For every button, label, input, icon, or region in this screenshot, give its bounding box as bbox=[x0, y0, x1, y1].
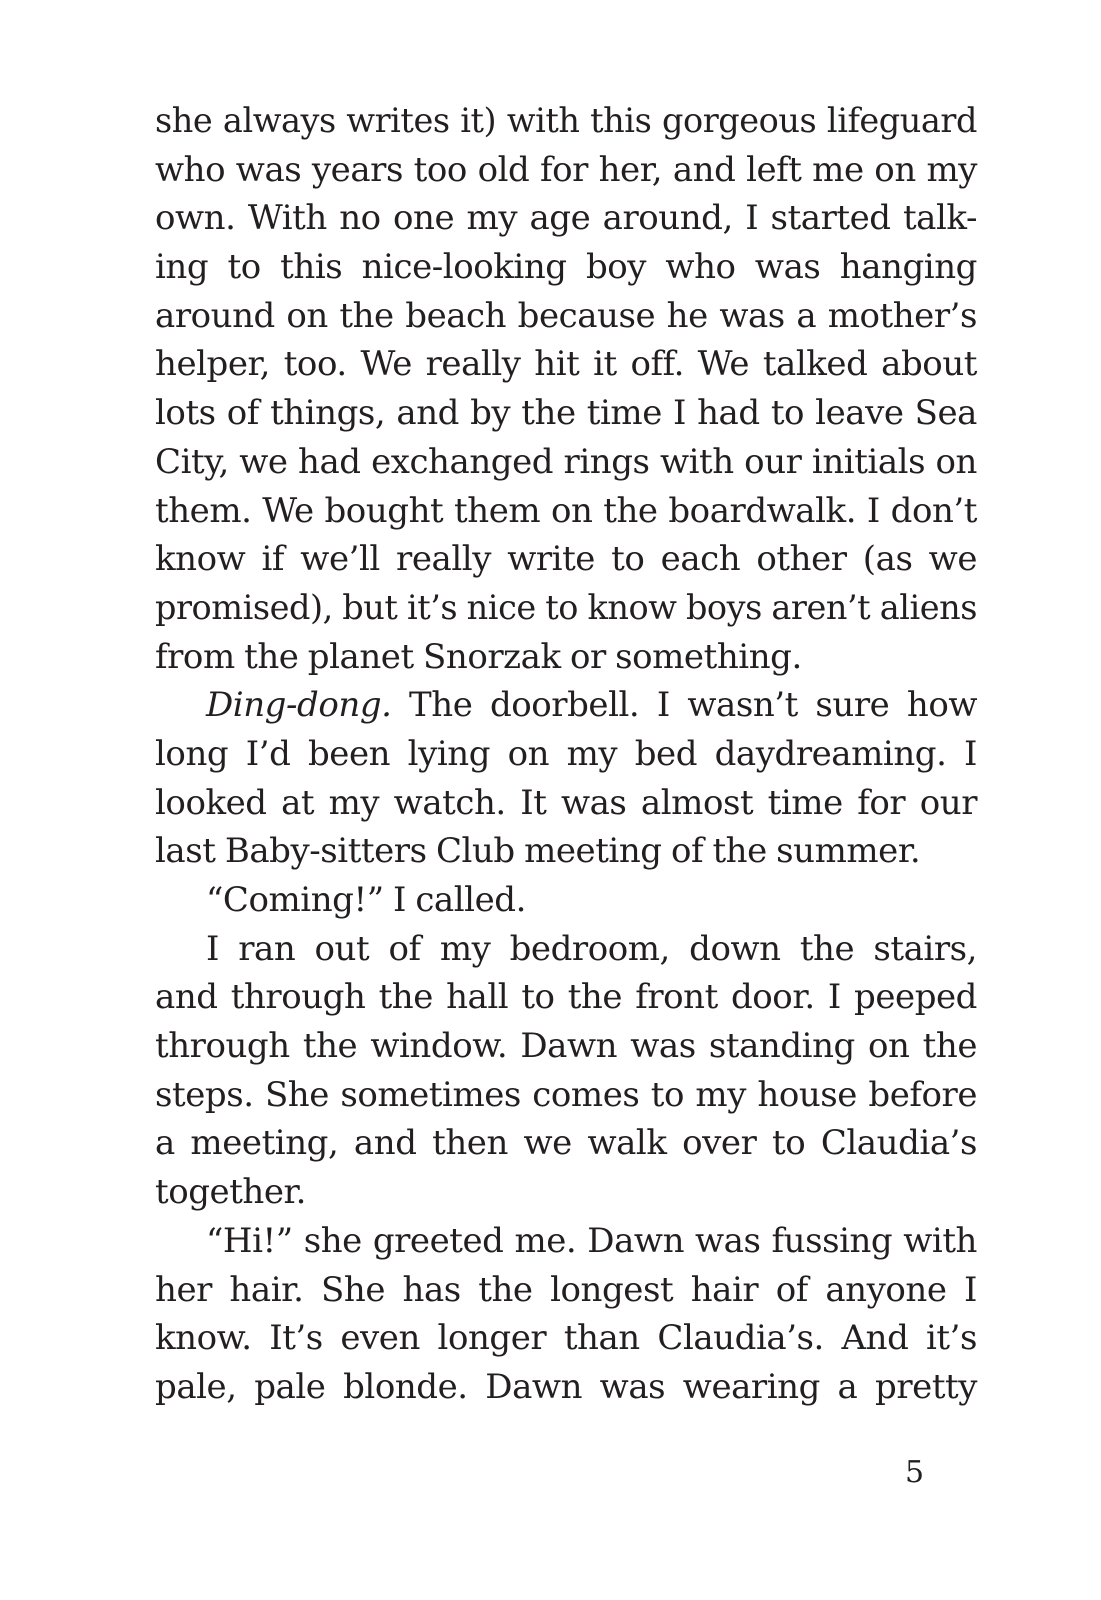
text-line bbox=[155, 973, 977, 1022]
text-line bbox=[155, 535, 977, 584]
text-line bbox=[155, 1363, 977, 1412]
text-line bbox=[155, 1071, 977, 1120]
line-text: know. It’s even longer than Claudia’s. And it’s bbox=[155, 1318, 977, 1359]
line-text: she always writes it) with this gorgeous lifeguard bbox=[155, 101, 977, 140]
text-line bbox=[155, 340, 977, 389]
line-text: her hair. She has the longest hair of anyone I bbox=[155, 1269, 977, 1310]
text-line bbox=[155, 1314, 977, 1363]
line-text: around on the beach because he was a mother’s bbox=[155, 295, 977, 336]
italic-text: Ding-dong. bbox=[206, 685, 392, 726]
text-line bbox=[155, 925, 977, 974]
line-text: pale, pale blonde. Dawn was wearing a pretty bbox=[155, 1366, 977, 1407]
body-text bbox=[155, 97, 977, 1412]
line-text: who was years too old for her, and left me on my bbox=[155, 149, 977, 190]
text-line bbox=[155, 1168, 977, 1217]
line-text: steps. She sometimes comes to my house before bbox=[155, 1074, 977, 1115]
text-line bbox=[155, 1266, 977, 1315]
text-line bbox=[155, 633, 977, 682]
text-line bbox=[155, 389, 977, 438]
line-text: lots of things, and by the time I had to leave Sea bbox=[155, 393, 977, 434]
line-text: “Hi!” she greeted me. Dawn was fussing with bbox=[206, 1220, 977, 1261]
page-number: 5 bbox=[905, 1455, 925, 1490]
line-text: “Coming!” I called. bbox=[206, 880, 526, 920]
line-text: together. bbox=[155, 1172, 306, 1213]
line-text: ing to this nice-looking boy who was hanging bbox=[155, 247, 977, 288]
line-text: looked at my watch. It was almost time for our bbox=[155, 782, 977, 823]
text-line bbox=[155, 779, 977, 828]
text-line bbox=[155, 243, 977, 292]
text-line bbox=[155, 1022, 977, 1071]
text-line bbox=[155, 827, 977, 876]
line-text: The doorbell. I wasn’t sure how bbox=[391, 685, 977, 726]
text-line bbox=[155, 487, 977, 536]
line-text: I ran out of my bedroom, down the stairs, bbox=[206, 928, 977, 969]
text-line bbox=[155, 584, 977, 633]
text-line bbox=[155, 1217, 977, 1266]
text-line bbox=[155, 194, 977, 243]
text-line bbox=[155, 1119, 977, 1168]
line-text: last Baby-sitters Club meeting of the summer. bbox=[155, 831, 921, 872]
line-text: know if we’ll really write to each other (as we bbox=[155, 539, 977, 580]
text-line bbox=[155, 292, 977, 341]
line-text: long I’d been lying on my bed daydreaming. I bbox=[155, 733, 977, 774]
text-line bbox=[155, 97, 977, 146]
line-text: City, we had exchanged rings with our initials on bbox=[155, 441, 977, 482]
text-line bbox=[155, 876, 977, 925]
line-text: own. With no one my age around, I started talk- bbox=[155, 198, 977, 239]
line-text: helper, too. We really hit it off. We talked about bbox=[155, 344, 977, 385]
line-text: promised), but it’s nice to know boys aren’t aliens bbox=[155, 587, 977, 627]
line-text: a meeting, and then we walk over to Claudia’s bbox=[155, 1123, 977, 1164]
line-text: from the planet Snorzak or something. bbox=[155, 636, 802, 677]
line-text: and through the hall to the front door. I peeped bbox=[155, 977, 977, 1018]
text-line bbox=[155, 438, 977, 487]
line-text: them. We bought them on the boardwalk. I don’t bbox=[155, 490, 977, 531]
text-line bbox=[155, 730, 977, 779]
text-line bbox=[155, 146, 977, 195]
line-text: through the window. Dawn was standing on the bbox=[155, 1026, 977, 1067]
text-line bbox=[155, 681, 977, 730]
